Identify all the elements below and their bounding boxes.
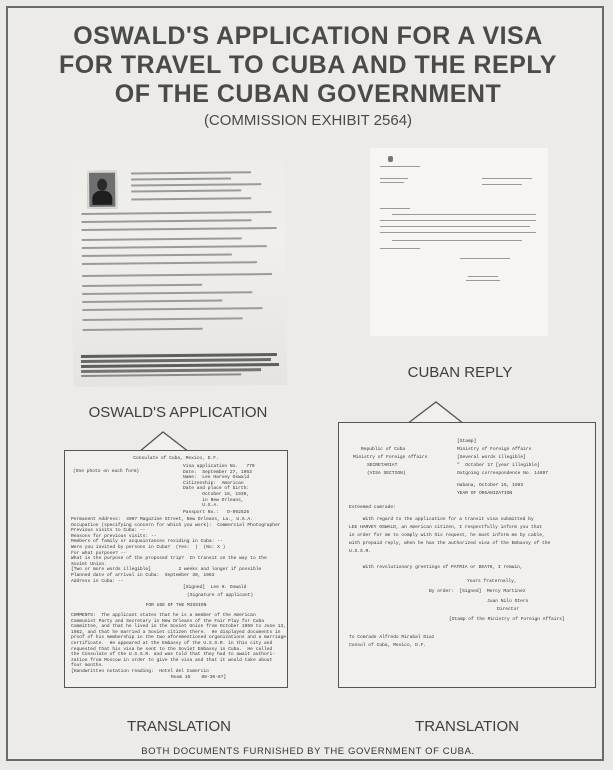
heading-line: Republic of Cuba [361,447,406,452]
comment-line: Committee, and that he lived in the Soviet Union from October 1959 to June 13, [71,624,287,630]
page-footer: BOTH DOCUMENTS FURNISHED BY THE GOVERNMENT OF CUBA. [141,746,475,757]
heading-line: Outgoing correspondence No. 14697 [457,471,548,476]
consulate-heading: Consulate of Cuba, Mexico, D.F. [133,456,219,461]
mission-heading: FOR USE OF THE MISSION [145,603,207,608]
reply-caption: CUBAN REPLY [407,364,513,381]
visa-line: Citizenship: American [183,480,244,486]
visa-line: Date and place of birth: [183,486,250,492]
consul-line: Consul of Cuba, Mexico, D.F. [349,643,427,648]
body-line: With regard to the application for a transit visa submitted by [349,517,534,522]
body-line: [Two or more words illegible] 2 weeks and longer if possible [71,567,262,573]
body-line: Were you invited by persons in Cuba? (Yes: ) (No: X ) [71,545,226,550]
body-line: U.S.S.R. [349,549,372,554]
addressee-line: To Comrade Alfredo Mirabal Diaz [349,635,435,640]
page-title-line-2: FOR TRAVEL TO CUBA AND THE REPLY [59,51,557,79]
body-line: Planned date of arrival in Cuba: September 30, 1963 [71,573,215,578]
body-line: with prepaid reply, when he has the authorized visa of the Embassy of the [349,541,551,546]
body-line: What is the purpose of the proposed trip? In transit on the way to the [71,556,267,562]
comment-line: 1962, and that he married a Soviet citizen there. He displayed documents in [71,629,281,635]
comment-line: certificate. He appeared at the Embassy of the U.S.S.R. in this city and [71,641,273,646]
comment-line: COMMENTS: The applicant states that he is a member of the American [71,613,256,618]
body-line: For what purpose? -- [71,550,127,556]
stamp-note: [Stamp] [457,439,477,444]
body-line: Address in Cuba: -- [71,578,124,584]
visa-line: Date: September 27, 1963 [183,469,252,475]
heading-line: Ministry of Foreign Affairs [353,455,428,460]
comment-line: requested that his visa be sent to the Soviet Embassy in Cuba. He called [71,646,273,652]
reply-translation-box [338,422,596,688]
applicant-signature: [Signed] Lee H. Oswald [183,585,247,590]
reply-date: Habana, October 15, 1963 [457,483,524,488]
signature-note: (Signature of applicant) [187,593,254,598]
reply-year: YEAR OF ORGANIZATION [457,491,513,496]
application-caption: OSWALD'S APPLICATION [88,404,268,421]
body-line: Occupation (specifying concern for which you work): Commercial Photographer [71,522,281,528]
body-line: Reasons for previous visits: -- [71,533,157,539]
body-line: Permanent Address: 4907 Magazine Street, New Orleans, La., U.S.A. [71,517,253,522]
visa-line: Passport No.: D-092526 [183,510,250,515]
heading-line: [Several words illegible] [457,455,526,460]
heading-line: " October 17 [year illegible] [457,463,540,468]
application-translation-box [64,450,288,688]
heading-line: (VISA SECTION) [367,471,406,476]
heading-line: Ministry of Foreign Affairs [457,447,532,452]
salutation: Esteemed comrade: [349,505,396,510]
visa-line: U.S.A. [183,503,219,509]
comment-line: proof of his membership in the two aforementioned organizations and a marriage [71,635,287,641]
director-title: Director [497,607,520,612]
ministry-stamp-note: [Stamp of the Ministry of Foreign Affairs] [449,617,565,622]
body-line: LEE HARVEY OSWALD, an American citizen, I respectfully inform you that [349,525,542,530]
page-subtitle: (COMMISSION EXHIBIT 2564) [203,112,413,129]
reply-translation-caption: TRANSLATION [415,718,519,735]
photo-note: (One photo on each form) [73,469,140,474]
handwritten-note: [Handwritten notation reading: Hotel del Comercio [71,669,209,674]
visa-line: Visa application No. 779 [183,464,255,469]
heading-line: SECRETARIAT [367,463,398,468]
comment-line: zation from Moscow in order to give the visa and that it would take about [71,657,273,663]
exhibit-page [6,6,604,761]
body-line: in order for me to comply with his request, he must inform me by cable, [349,533,545,538]
page-title-line-1: OSWALD'S APPLICATION FOR A VISA [73,22,543,50]
body-line: Soviet Union. [71,561,107,567]
director-name: Juan Nilo Otero [487,599,529,604]
application-translation-caption: TRANSLATION [127,718,231,735]
visa-line: October 18, 1939, [183,492,250,497]
visa-line: in New Orleans, [183,497,244,503]
visa-line: Name: Lee Harvey Oswald [183,475,250,481]
closing-line: With revolutionary greetings of PATRIA or DEATH, I remain, [349,565,523,570]
page-title-line-3: OF THE CUBAN GOVERNMENT [114,80,502,108]
body-line: Previous visits to Cuba: -- [71,528,146,534]
comment-line: four months. [71,663,105,669]
body-line: Members of family or acquaintances residing in Cuba: -- [71,539,223,545]
comment-line: the Consulate of the U.S.S.R. and was told that they had to await authori- [71,652,275,658]
by-order-line: By order: [Signed] Mercy Martinez [429,589,526,594]
room-note: Room 18 88-30-8?] [171,674,227,680]
comment-line: Communist Party and Secretary in New Orleans of the Fair Play for Cuba [71,618,264,624]
yours-line: Yours fraternally, [467,579,517,584]
